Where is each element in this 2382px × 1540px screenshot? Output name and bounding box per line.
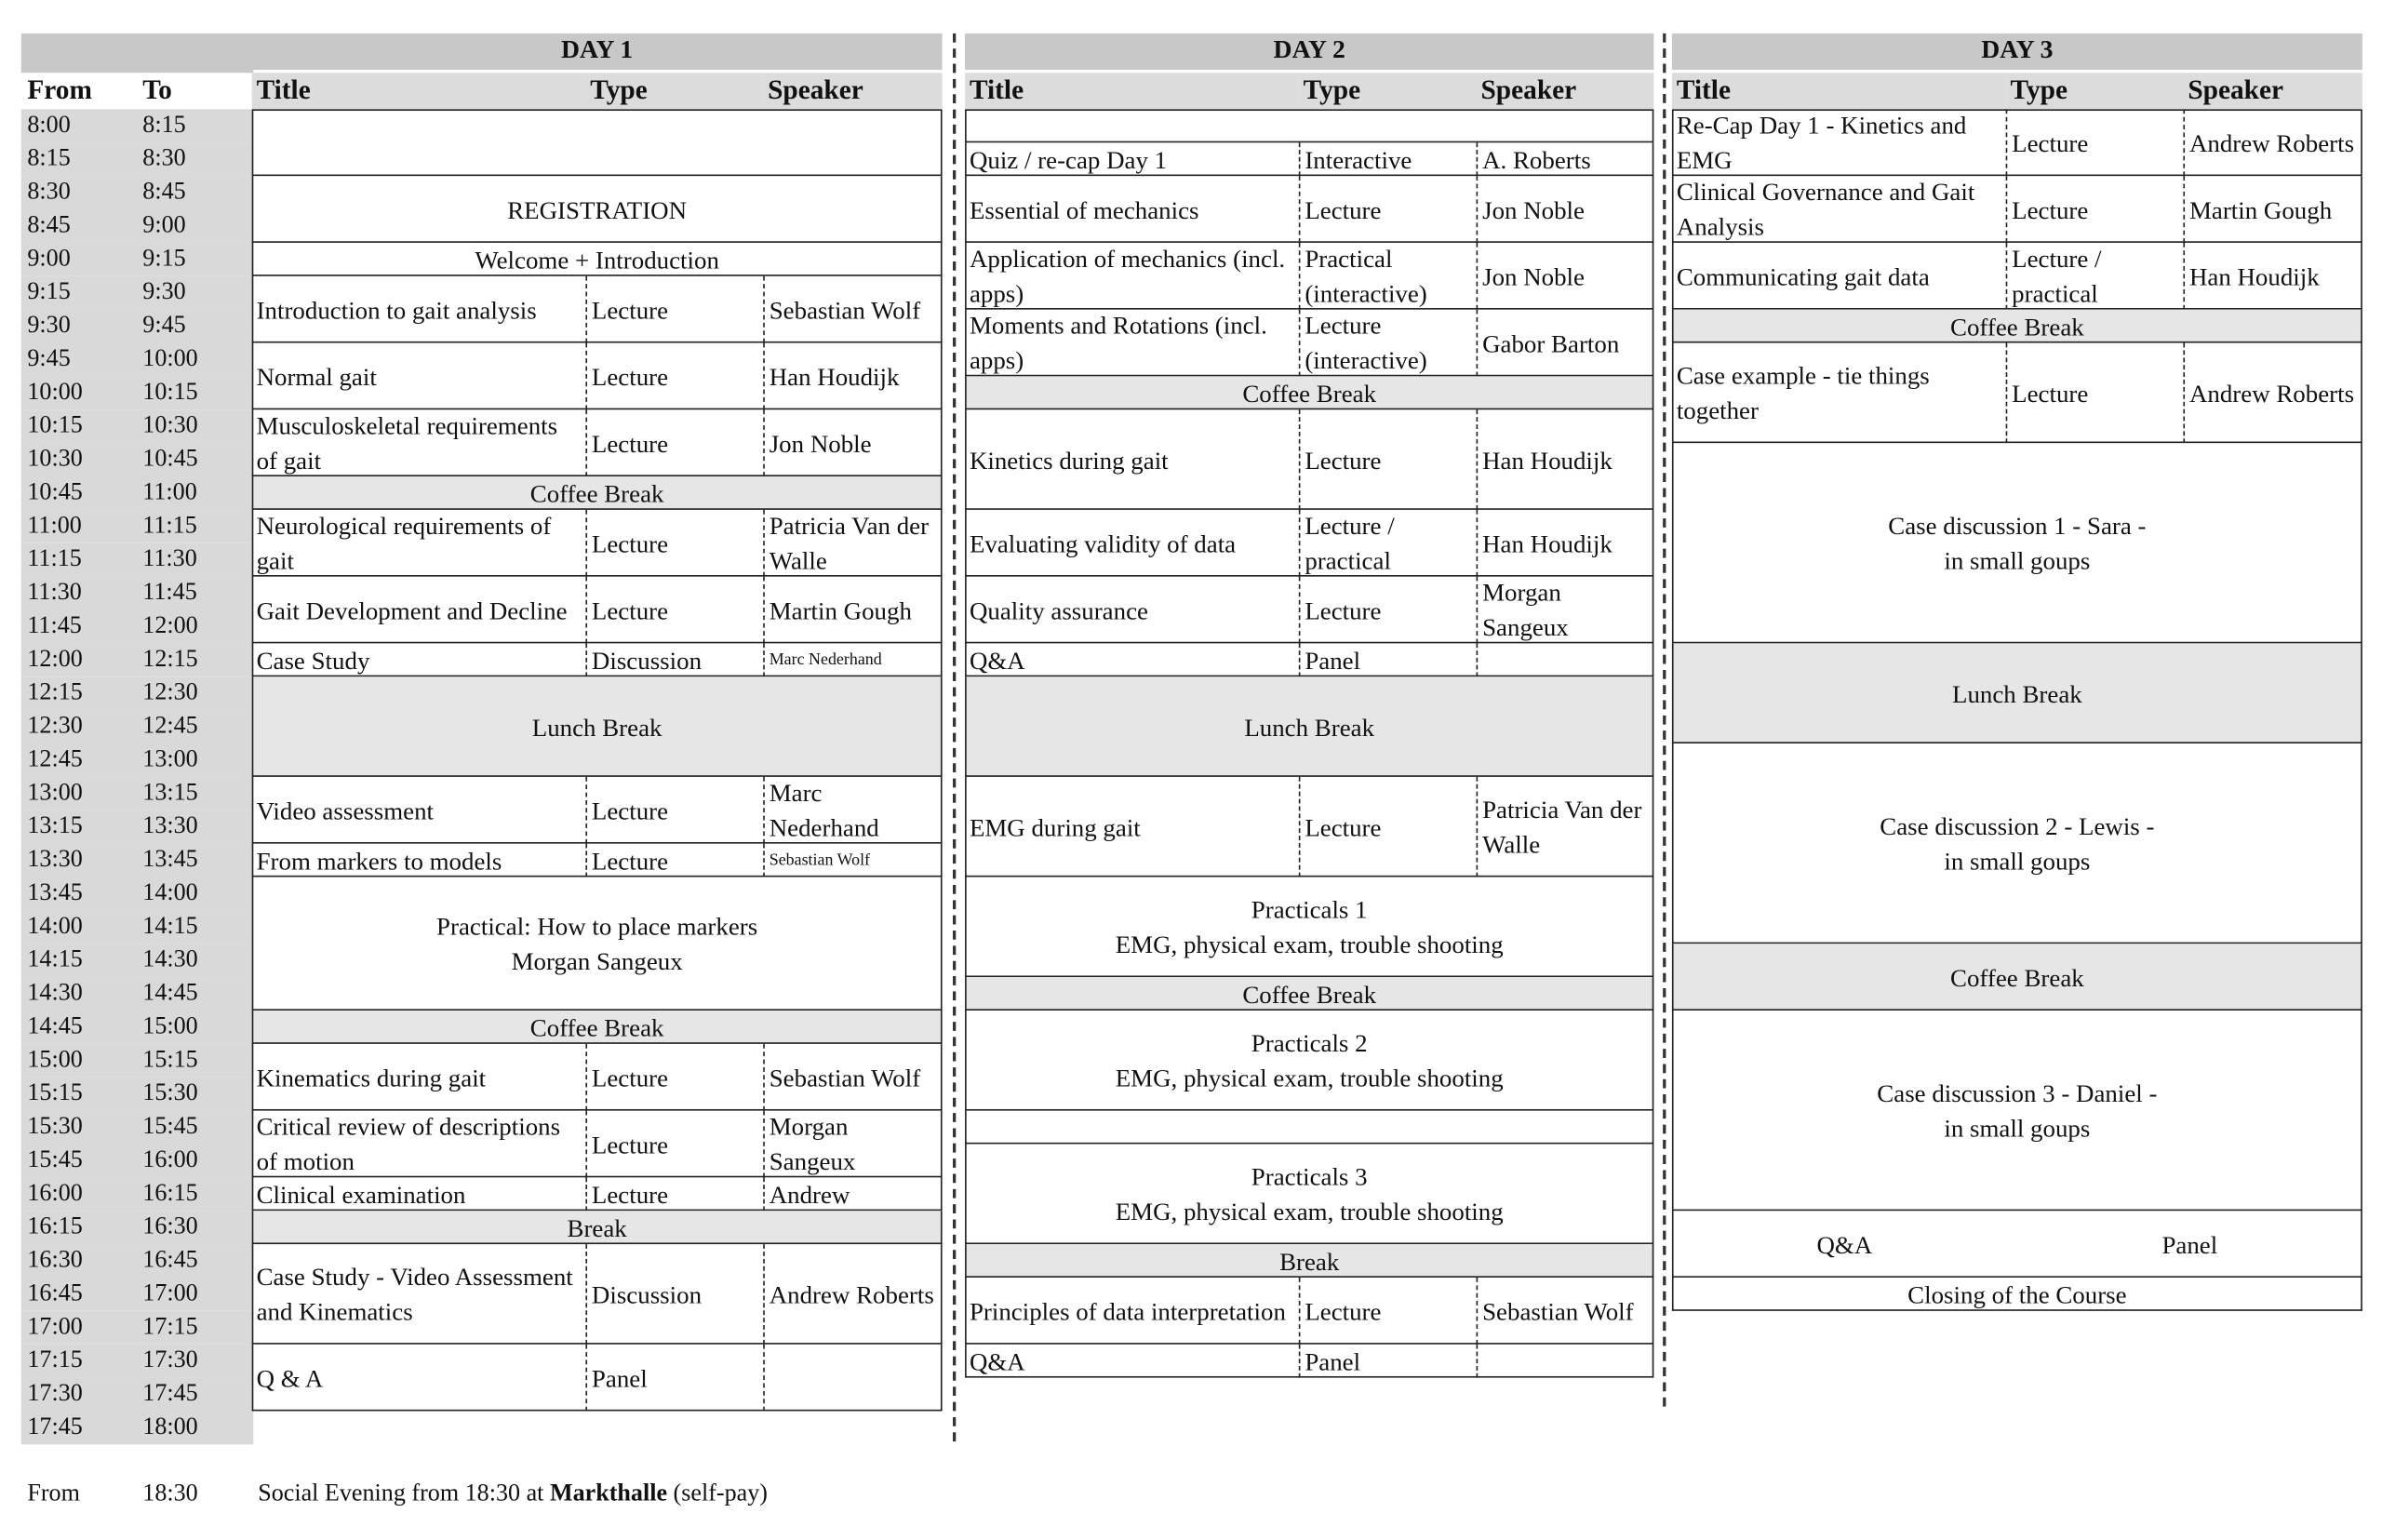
session-title: Kinematics during gait bbox=[256, 1063, 487, 1092]
session-type: Lecture bbox=[585, 343, 763, 410]
break-label: Lunch Break bbox=[1244, 712, 1375, 742]
time-to: 17:45 bbox=[142, 1380, 198, 1407]
time-to: 8:45 bbox=[142, 179, 186, 206]
session-speaker: Andrew bbox=[763, 1177, 942, 1211]
time-to: 15:15 bbox=[142, 1047, 198, 1073]
time-slot bbox=[21, 1044, 253, 1078]
time-header-band bbox=[21, 33, 253, 73]
session-type: Panel bbox=[1299, 643, 1477, 676]
time-to: 10:30 bbox=[142, 412, 198, 439]
time-from: 9:45 bbox=[27, 345, 71, 372]
session-title: Q & A bbox=[256, 1363, 324, 1393]
time-slot bbox=[21, 743, 253, 777]
session-speaker: Jon Noble bbox=[1477, 176, 1654, 243]
time-slot bbox=[21, 243, 253, 276]
session-title: Neurological requirements of gait bbox=[256, 511, 552, 575]
session-title: Quiz / re-cap Day 1 bbox=[969, 144, 1168, 174]
session-speaker bbox=[1477, 643, 1654, 676]
social-evening-suffix: (self-pay) bbox=[667, 1480, 768, 1507]
day-separator bbox=[953, 33, 956, 1441]
time-slot bbox=[21, 577, 253, 610]
time-from: 9:30 bbox=[27, 312, 71, 339]
time-slot bbox=[21, 209, 253, 243]
time-to: 14:30 bbox=[142, 946, 198, 973]
session-label: Practicals 2 EMG, physical exam, trouble shooting bbox=[1115, 1028, 1504, 1093]
session-type: Lecture bbox=[2006, 109, 2184, 176]
column-header-title: Title bbox=[965, 73, 1299, 109]
time-from: 11:15 bbox=[27, 546, 82, 572]
time-to: 11:45 bbox=[142, 579, 197, 606]
session-speaker: Andrew Roberts bbox=[2183, 109, 2362, 176]
social-evening-note bbox=[258, 1478, 768, 1511]
session-title: Q&A bbox=[969, 645, 1025, 675]
session-title: Normal gait bbox=[256, 361, 377, 391]
session-type: Lecture bbox=[585, 276, 763, 343]
break-label: Coffee Break bbox=[1950, 312, 2084, 341]
time-slot bbox=[21, 510, 253, 543]
time-from: 14:00 bbox=[27, 913, 83, 940]
time-slot bbox=[21, 777, 253, 810]
time-from: 14:30 bbox=[27, 980, 83, 1007]
time-slot bbox=[21, 1311, 253, 1345]
day-separator bbox=[1663, 33, 1666, 1407]
column-header-speaker: Speaker bbox=[1477, 73, 1654, 109]
time-slot bbox=[21, 142, 253, 176]
time-to: 12:45 bbox=[142, 713, 198, 740]
session-label: Case discussion 2 - Lewis - in small goups bbox=[1880, 811, 2155, 876]
time-to: 17:00 bbox=[142, 1280, 198, 1306]
time-from: 11:00 bbox=[27, 513, 82, 539]
time-header bbox=[21, 73, 253, 106]
session-type: Lecture bbox=[1299, 409, 1477, 510]
session-label bbox=[965, 109, 1653, 142]
footer-from: From bbox=[27, 1480, 80, 1507]
time-slot bbox=[21, 1078, 253, 1111]
time-to: 8:30 bbox=[142, 145, 186, 172]
session-speaker: A. Roberts bbox=[1477, 142, 1654, 176]
time-to: 9:45 bbox=[142, 312, 186, 339]
time-to: 11:30 bbox=[142, 546, 197, 572]
session-speaker: Morgan Sangeux bbox=[1477, 577, 1654, 644]
session-type: Interactive bbox=[1299, 142, 1477, 176]
session-type: Lecture bbox=[2006, 343, 2184, 444]
session-speaker bbox=[1477, 1345, 1654, 1378]
time-slot bbox=[21, 1345, 253, 1378]
break-label: Coffee Break bbox=[529, 478, 664, 508]
session-speaker bbox=[763, 1345, 942, 1412]
session-label: Closing of the Course bbox=[1907, 1279, 2127, 1309]
session-speaker: Marc Nederhand bbox=[763, 643, 942, 676]
session-type: Lecture bbox=[2006, 176, 2184, 243]
time-to: 13:15 bbox=[142, 780, 198, 806]
session-speaker: Marc Nederhand bbox=[763, 777, 942, 844]
time-from: 15:15 bbox=[27, 1079, 83, 1106]
time-to: 12:15 bbox=[142, 646, 198, 673]
break-label: Break bbox=[567, 1212, 627, 1242]
session-speaker: Gabor Barton bbox=[1477, 310, 1654, 377]
session-title: EMG during gait bbox=[969, 812, 1141, 842]
time-from: 13:30 bbox=[27, 846, 83, 873]
day-header: DAY 1 bbox=[252, 33, 943, 70]
session-label: Case discussion 1 - Sara - in small goups bbox=[1888, 511, 2147, 575]
time-to: 16:00 bbox=[142, 1146, 198, 1173]
break-label: Lunch Break bbox=[531, 712, 662, 742]
session-type: Practical (interactive) bbox=[1299, 243, 1477, 310]
column-header-speaker: Speaker bbox=[763, 73, 942, 109]
to-header: To bbox=[142, 74, 172, 105]
time-slot bbox=[21, 643, 253, 676]
time-to: 13:45 bbox=[142, 846, 198, 873]
session-type: Lecture / practical bbox=[2006, 243, 2184, 310]
break-label: Coffee Break bbox=[1242, 378, 1377, 408]
session-speaker: Han Houdijk bbox=[763, 343, 942, 410]
session-speaker: Martin Gough bbox=[763, 577, 942, 644]
session-speaker: Han Houdijk bbox=[1477, 409, 1654, 510]
time-from: 9:00 bbox=[27, 246, 71, 272]
time-slot bbox=[21, 176, 253, 209]
column-header-type: Type bbox=[2006, 73, 2184, 109]
session-label: Practicals 1 EMG, physical exam, trouble shooting bbox=[1115, 895, 1504, 959]
session-type: Lecture / practical bbox=[1299, 510, 1477, 577]
time-to: 14:45 bbox=[142, 980, 198, 1007]
time-from: 16:45 bbox=[27, 1280, 83, 1306]
session-type: Lecture bbox=[585, 844, 763, 877]
time-from: 12:00 bbox=[27, 646, 83, 673]
break-label: Lunch Break bbox=[1952, 678, 2082, 708]
time-from: 8:15 bbox=[27, 145, 71, 172]
session-title: Application of mechanics (incl. apps) bbox=[969, 244, 1286, 309]
time-from: 13:45 bbox=[27, 879, 83, 906]
time-from: 12:15 bbox=[27, 679, 83, 706]
time-slot bbox=[21, 1411, 253, 1444]
time-to: 11:15 bbox=[142, 513, 197, 539]
session-type: Lecture bbox=[585, 1044, 763, 1111]
time-to: 10:15 bbox=[142, 379, 198, 406]
time-from: 11:30 bbox=[27, 579, 82, 606]
time-from: 17:00 bbox=[27, 1314, 83, 1340]
time-slot bbox=[21, 810, 253, 844]
session-label: Practicals 3 EMG, physical exam, trouble shooting bbox=[1115, 1162, 1504, 1226]
session-title: Introduction to gait analysis bbox=[256, 295, 537, 325]
session-speaker: Han Houdijk bbox=[2183, 243, 2362, 310]
time-to: 16:30 bbox=[142, 1213, 198, 1240]
session-title: Communicating gait data bbox=[1676, 261, 1930, 291]
session-label: Case discussion 3 - Daniel - in small goups bbox=[1877, 1078, 2158, 1143]
social-evening-text: Social Evening from 18:30 at bbox=[258, 1480, 550, 1507]
break-label: Coffee Break bbox=[1242, 979, 1377, 1009]
session-speaker: Sebastian Wolf bbox=[763, 276, 942, 343]
session-type: Lecture bbox=[585, 1111, 763, 1178]
venue-name: Markthalle bbox=[549, 1480, 668, 1507]
session-title: Quality assurance bbox=[969, 596, 1148, 624]
time-from: 8:30 bbox=[27, 179, 71, 206]
session-type: Lecture bbox=[585, 510, 763, 577]
session-speaker: Patricia Van der Walle bbox=[763, 510, 942, 577]
time-slot bbox=[21, 109, 253, 142]
time-to: 12:00 bbox=[142, 612, 198, 639]
break-label: Break bbox=[1279, 1246, 1340, 1276]
time-slot bbox=[21, 543, 253, 577]
session-label: Practical: How to place markers Morgan Sangeux bbox=[436, 911, 758, 976]
break-label: Coffee Break bbox=[529, 1012, 664, 1042]
break-label: Coffee Break bbox=[1950, 962, 2084, 992]
session-label: Welcome + Introduction bbox=[475, 245, 719, 275]
time-slot bbox=[21, 844, 253, 877]
time-from: 17:15 bbox=[27, 1346, 83, 1373]
session-speaker: Sebastian Wolf bbox=[1477, 1278, 1654, 1345]
time-to: 13:30 bbox=[142, 813, 198, 839]
time-from: 10:45 bbox=[27, 479, 83, 505]
time-to: 10:45 bbox=[142, 446, 198, 473]
time-slot bbox=[21, 1177, 253, 1211]
time-to: 9:15 bbox=[142, 246, 186, 272]
session-type: Panel bbox=[585, 1345, 763, 1412]
session-title: From markers to models bbox=[256, 846, 502, 876]
session-title: Q&A bbox=[969, 1346, 1025, 1376]
time-from: 8:45 bbox=[27, 212, 71, 239]
time-from: 16:00 bbox=[27, 1180, 83, 1207]
day-header: DAY 3 bbox=[1672, 33, 2362, 70]
session-title: Case Study bbox=[256, 645, 370, 675]
time-slot bbox=[21, 977, 253, 1011]
session-type: Lecture bbox=[1299, 176, 1477, 243]
time-to: 12:30 bbox=[142, 679, 198, 706]
time-to: 18:00 bbox=[142, 1413, 198, 1440]
session-title: Q&A bbox=[1816, 1229, 1873, 1259]
time-from: 13:15 bbox=[27, 813, 83, 839]
column-header-type: Type bbox=[1299, 73, 1477, 109]
time-slot bbox=[21, 676, 253, 710]
time-from: 16:15 bbox=[27, 1213, 83, 1240]
session-speaker: Morgan Sangeux bbox=[763, 1111, 942, 1178]
from-header: From bbox=[27, 74, 92, 105]
session-speaker: Sebastian Wolf bbox=[763, 1044, 942, 1111]
session-speaker: Andrew Roberts bbox=[2183, 343, 2362, 444]
time-slot bbox=[21, 1144, 253, 1177]
session-title: Case example - tie things together bbox=[1676, 361, 1930, 425]
session-type: Lecture bbox=[585, 777, 763, 844]
time-to: 17:30 bbox=[142, 1346, 198, 1373]
time-to: 16:15 bbox=[142, 1180, 198, 1207]
time-from: 15:30 bbox=[27, 1113, 83, 1140]
time-slot bbox=[21, 1378, 253, 1412]
time-from: 14:15 bbox=[27, 946, 83, 973]
time-to: 9:00 bbox=[142, 212, 186, 239]
time-slot bbox=[21, 476, 253, 510]
column-header-speaker: Speaker bbox=[2183, 73, 2362, 109]
time-from: 8:00 bbox=[27, 112, 71, 139]
session-speaker: Andrew Roberts bbox=[763, 1244, 942, 1345]
session-label: REGISTRATION bbox=[507, 194, 688, 224]
time-to: 14:00 bbox=[142, 879, 198, 906]
time-from: 15:45 bbox=[27, 1146, 83, 1173]
session-type: Panel bbox=[2161, 1229, 2218, 1259]
time-from: 13:00 bbox=[27, 780, 83, 806]
session-title: Clinical examination bbox=[256, 1179, 466, 1209]
session-title: Video assessment bbox=[256, 796, 434, 825]
session-title: Musculoskeletal requirements of gait bbox=[256, 410, 558, 475]
time-slot bbox=[21, 944, 253, 977]
session-title: Moments and Rotations (incl. apps) bbox=[969, 311, 1267, 375]
time-to: 13:00 bbox=[142, 746, 198, 772]
time-slot bbox=[21, 877, 253, 910]
time-from: 17:30 bbox=[27, 1380, 83, 1407]
time-from: 11:45 bbox=[27, 612, 82, 639]
time-from: 12:30 bbox=[27, 713, 83, 740]
time-from: 17:45 bbox=[27, 1413, 83, 1440]
time-from: 15:00 bbox=[27, 1047, 83, 1073]
time-to: 8:15 bbox=[142, 112, 186, 139]
time-slot bbox=[21, 1278, 253, 1311]
time-from: 10:15 bbox=[27, 412, 83, 439]
time-to: 14:15 bbox=[142, 913, 198, 940]
session-speaker: Martin Gough bbox=[2183, 176, 2362, 243]
time-to: 15:45 bbox=[142, 1113, 198, 1140]
time-to: 15:30 bbox=[142, 1079, 198, 1106]
session-title: Essential of mechanics bbox=[969, 194, 1199, 224]
time-to: 9:30 bbox=[142, 279, 186, 305]
time-slot bbox=[21, 710, 253, 743]
session-title: Gait Development and Decline bbox=[256, 596, 568, 624]
session-title: Evaluating validity of data bbox=[969, 529, 1237, 558]
time-slot bbox=[21, 1111, 253, 1145]
time-slot bbox=[21, 1011, 253, 1044]
time-from: 10:30 bbox=[27, 446, 83, 473]
session-type: Discussion bbox=[585, 1244, 763, 1345]
column-header-title: Title bbox=[1672, 73, 2006, 109]
session-type: Lecture bbox=[585, 409, 763, 476]
session-type: Lecture (interactive) bbox=[1299, 310, 1477, 377]
session-title: Critical review of descriptions of motion bbox=[256, 1112, 561, 1176]
time-to: 16:45 bbox=[142, 1247, 198, 1274]
session-speaker: Han Houdijk bbox=[1477, 510, 1654, 577]
time-from: 9:15 bbox=[27, 279, 71, 305]
time-slot bbox=[21, 1211, 253, 1244]
session-title: Case Study - Video Assessment and Kinematics bbox=[256, 1262, 573, 1327]
time-to: 15:00 bbox=[142, 1013, 198, 1039]
time-slot bbox=[21, 443, 253, 476]
session-label bbox=[252, 109, 943, 176]
session-title: Re-Cap Day 1 - Kinetics and EMG bbox=[1676, 111, 1967, 175]
time-slot bbox=[21, 343, 253, 377]
session-type: Lecture bbox=[1299, 777, 1477, 877]
session-type: Lecture bbox=[585, 1177, 763, 1211]
time-slot bbox=[21, 409, 253, 443]
time-slot bbox=[21, 310, 253, 343]
time-from: 10:00 bbox=[27, 379, 83, 406]
time-to: 10:00 bbox=[142, 345, 198, 372]
session-speaker: Sebastian Wolf bbox=[763, 844, 942, 877]
time-slot bbox=[21, 1244, 253, 1278]
session-label bbox=[965, 1111, 1653, 1145]
column-header-type: Type bbox=[585, 73, 763, 109]
column-header-title: Title bbox=[252, 73, 586, 109]
session-speaker: Jon Noble bbox=[763, 409, 942, 476]
session-type: Lecture bbox=[1299, 1278, 1477, 1345]
time-from: 12:45 bbox=[27, 746, 83, 772]
session-title: Principles of data interpretation bbox=[969, 1296, 1286, 1326]
session-speaker: Patricia Van der Walle bbox=[1477, 777, 1654, 877]
session-type: Panel bbox=[1299, 1345, 1477, 1378]
time-slot bbox=[21, 376, 253, 409]
session-type: Lecture bbox=[1299, 577, 1477, 644]
footer-time: 18:30 bbox=[142, 1480, 198, 1507]
time-slot bbox=[21, 276, 253, 310]
session-speaker: Jon Noble bbox=[1477, 243, 1654, 310]
session-type: Lecture bbox=[585, 577, 763, 644]
time-slot bbox=[21, 910, 253, 944]
time-from: 14:45 bbox=[27, 1013, 83, 1039]
session-title: Clinical Governance and Gait Analysis bbox=[1676, 177, 1975, 242]
day-header: DAY 2 bbox=[965, 33, 1653, 70]
session-title: Kinetics during gait bbox=[969, 445, 1169, 475]
time-from: 16:30 bbox=[27, 1247, 83, 1274]
time-to: 17:15 bbox=[142, 1314, 198, 1340]
session-type: Discussion bbox=[585, 643, 763, 676]
time-to: 11:00 bbox=[142, 479, 197, 505]
time-slot bbox=[21, 610, 253, 644]
